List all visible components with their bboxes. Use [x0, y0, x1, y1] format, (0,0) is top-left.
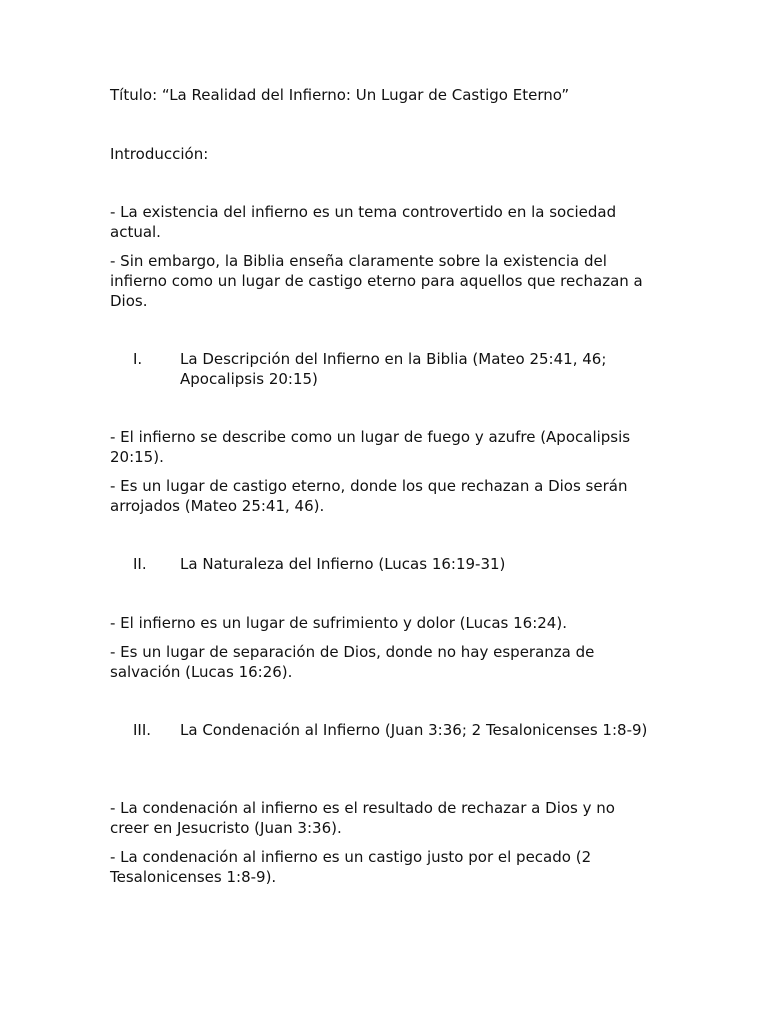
section-point: - Es un lugar de separación de Dios, donde no hay esperanza de salvación (Lucas 16:26). — [110, 643, 595, 681]
section-point: - La condenación al infierno es un castigo justo por el pecado (2 Tesalonicenses 1:8-9). — [110, 848, 592, 886]
section-point: - La condenación al infierno es el resultado de rechazar a Dios y no creer en Jesucristo (Juan 3:36). — [110, 799, 615, 837]
section-numeral: I. — [133, 350, 143, 368]
intro-heading: Introducción: — [110, 145, 209, 163]
intro-point: - Sin embargo, la Biblia enseña claramente sobre la existencia del infierno como un lugar de castigo eterno para aquellos que rechazan a Dios. — [110, 252, 643, 310]
section-point: - El infierno es un lugar de sufrimiento y dolor (Lucas 16:24). — [110, 614, 567, 632]
section-title: La Naturaleza del Infierno (Lucas 16:19-31) — [180, 555, 506, 573]
section-numeral: II. — [133, 555, 147, 573]
section-title: La Descripción del Infierno en la Biblia (Mateo 25:41, 46; Apocalipsis 20:15) — [180, 350, 607, 388]
section-numeral: III. — [133, 721, 152, 739]
section-point: - Es un lugar de castigo eterno, donde los que rechazan a Dios serán arrojados (Mateo 25:41, 46). — [110, 477, 628, 515]
document-title: Título: “La Realidad del Infierno: Un Lugar de Castigo Eterno” — [110, 86, 570, 104]
section-point: - El infierno se describe como un lugar de fuego y azufre (Apocalipsis 20:15). — [110, 428, 631, 466]
intro-point: - La existencia del infierno es un tema controvertido en la sociedad actual. — [110, 203, 617, 241]
section-title: La Condenación al Infierno (Juan 3:36; 2 Tesalonicenses 1:8-9) — [180, 721, 648, 739]
